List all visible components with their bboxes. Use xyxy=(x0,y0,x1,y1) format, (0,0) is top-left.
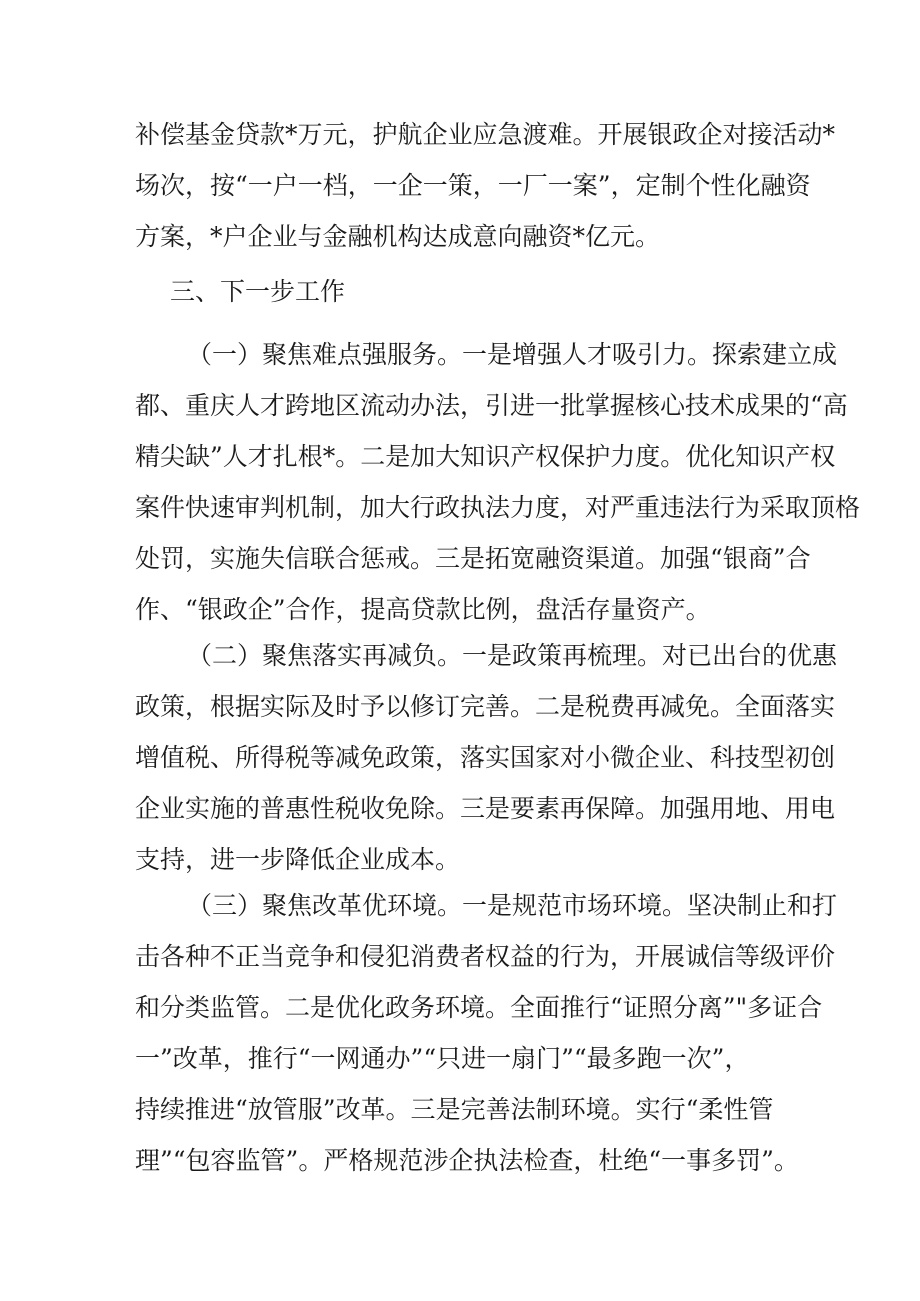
text-line: 和分类监管。二是优化政务环境。全面推行“证照分离”"多证合 xyxy=(135,993,823,1022)
text-line: 击各种不正当竞争和侵犯消费者权益的行为，开展诚信等级评价 xyxy=(135,942,836,971)
text-line-content: （二）聚焦落实再减负。一是政策再梳理。对已出台的优惠 xyxy=(187,641,838,670)
section-heading-next-steps: 三、下一步工作 xyxy=(170,277,346,306)
paragraph-focus-service xyxy=(135,329,861,635)
text-line: 都、重庆人才跨地区流动办法，引进一批掌握核心技术成果的“高 xyxy=(135,391,848,420)
text-line xyxy=(135,880,838,931)
text-line: 作、“银政企”合作，提高贷款比例，盘活存量资产。 xyxy=(135,595,711,624)
text-line: 持续推进“放管服”改革。三是完善法制环境。实行“柔性管 xyxy=(135,1095,774,1124)
text-line: 精尖缺”人才扎根*。二是加大知识产权保护力度。优化知识产权 xyxy=(135,442,836,471)
text-line: 场次，按“一户一档，一企一策，一厂一案”，定制个性化融资 xyxy=(135,171,811,200)
text-line: 政策，根据实际及时予以修订完善。二是税费再减免。全面落实 xyxy=(135,692,836,721)
text-line: 增值税、所得税等减免政策，落实国家对小微企业、科技型初创 xyxy=(135,743,836,772)
text-line: 一”改革，推行“一网通办”“只进一扇门”“最多跑一次”， xyxy=(135,1044,750,1073)
text-line-content: （三）聚焦改革优环境。一是规范市场环境。坚决制止和打 xyxy=(187,891,838,920)
text-line: 案件快速审判机制，加大行政执法力度，对严重违法行为采取顶格 xyxy=(135,493,861,522)
paragraph-reform-environment xyxy=(135,880,838,1186)
paragraph-reduce-burden xyxy=(135,630,838,885)
text-line: 理”“包容监管”。严格规范涉企执法检查，杜绝“一事多罚”。 xyxy=(135,1146,799,1175)
text-line: 企业实施的普惠性税收免除。三是要素再保障。加强用地、用电 xyxy=(135,794,836,823)
text-line xyxy=(135,630,838,681)
paragraph-financing-summary xyxy=(135,109,836,262)
text-line: 补偿基金贷款*万元，护航企业应急渡难。开展银政企对接活动* xyxy=(135,120,836,149)
text-line: 支持，进一步降低企业成本。 xyxy=(135,845,461,874)
text-line xyxy=(135,329,838,380)
text-line: 处罚，实施失信联合惩戒。三是拓宽融资渠道。加强“银商”合 xyxy=(135,544,811,573)
text-line: 方案，*户企业与金融机构达成意向融资*亿元。 xyxy=(135,222,661,251)
text-line-content: （一）聚焦难点强服务。一是增强人才吸引力。探索建立成 xyxy=(187,340,838,369)
